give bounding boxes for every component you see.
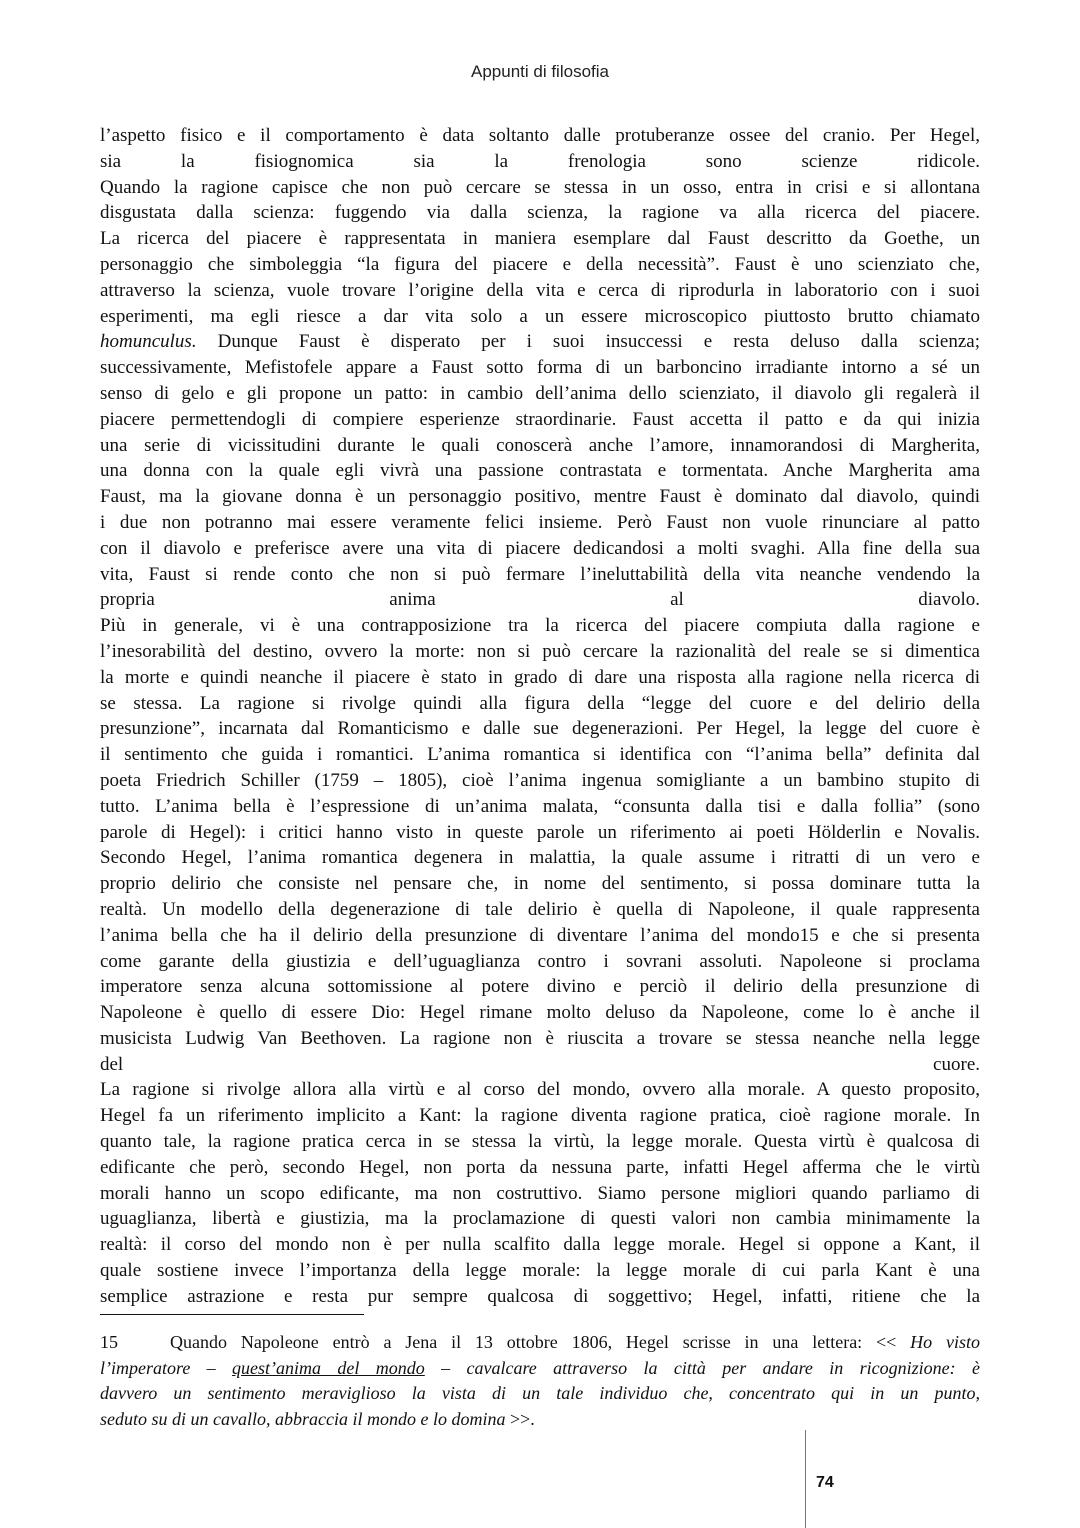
footnote-quote: seduto su di un cavallo, abbraccia il mondo e lo domina <box>100 1408 506 1429</box>
text-line: presunzione”, incarnata dal Romanticismo e dalle sue degenerazioni. Per Hegel, la legge del cuore è <box>100 718 980 740</box>
text-line: l’inesorabilità del destino, ovvero la morte: non si può cercare la razionalità del reale se si dimentica <box>100 640 980 662</box>
text-line: uguaglianza, libertà e giustizia, ma la proclamazione di questi valori non cambia minimamente la <box>100 1208 980 1230</box>
text-line: disgustata dalla scienza: fuggendo via dalla scienza, la ragione va alla ricerca del piacere. <box>100 202 980 224</box>
text-line: quale sostiene invece l’importanza della legge morale: la legge morale di cui parla Kant è una <box>100 1260 980 1282</box>
text-line: musicista Ludwig Van Beethoven. La ragione non è riuscita a trovare se stessa neanche nella legge <box>100 1027 980 1049</box>
text-line: vita, Faust si rende conto che non si può fermare l’ineluttabilità della vita neanche vendendo la <box>100 563 980 585</box>
text-line: con il diavolo e preferisce avere una vita di piacere dedicandosi a molti svaghi. Alla fine della sua <box>100 537 980 559</box>
page-number-divider <box>805 1430 806 1528</box>
text-line-rest: Dunque Faust è disperato per i suoi insuccessi e resta deluso dalla scienza; <box>196 331 980 353</box>
footnote-quote: Ho visto <box>896 1332 980 1352</box>
text-line: proprio delirio che consiste nel pensare che, in nome del sentimento, si possa dominare tutta la <box>100 873 980 895</box>
footnote-line <box>100 1407 980 1433</box>
page-number: 74 <box>816 1474 834 1491</box>
text-line: se stessa. La ragione si rivolge quindi alla figura della “legge del cuore e del delirio della <box>100 692 980 714</box>
footnote <box>100 1330 980 1432</box>
text-line: quanto tale, la ragione pratica cerca in se stessa la virtù, la legge morale. Questa virtù è qualcosa di <box>100 1131 980 1153</box>
text-line: l’anima bella che ha il delirio della presunzione di diventare l’anima del mondo15 e che si presenta <box>100 924 980 946</box>
text-line: edificante che però, secondo Hegel, non porta da nessuna parte, infatti Hegel afferma che le virtù <box>100 1156 980 1178</box>
footnote-quote: – cavalcare attraverso la città per andare in ricognizione: è <box>424 1357 980 1378</box>
text-line: Quando la ragione capisce che non può cercare se stessa in un osso, entra in crisi e si allontana <box>100 176 980 198</box>
text-line: Più in generale, vi è una contrapposizione tra la ricerca del piacere compiuta dalla ragione e <box>100 615 980 637</box>
footnote-intro: Quando Napoleone entrò a Jena il 13 ottobre 1806, Hegel scrisse in una lettera: << <box>170 1332 897 1352</box>
text-line: La ragione si rivolge allora alla virtù e al corso del mondo, ovvero alla morale. A questo proposito, <box>100 1079 980 1101</box>
footnote-number: 15 <box>100 1332 118 1352</box>
text-line: i due non potranno mai essere veramente felici insieme. Però Faust non vuole rinunciare al patto <box>100 511 980 533</box>
text-line: Secondo Hegel, l’anima romantica degenera in malattia, la quale assume i ritratti di un vero e <box>100 847 980 869</box>
text-line: imperatore senza alcuna sottomissione al potere divino e perciò il delirio della presunzione di <box>100 976 980 998</box>
text-line: personaggio che simboleggia “la figura del piacere e della necessità”. Faust è uno scienziato che, <box>100 253 980 275</box>
text-line: realtà. Un modello della degenerazione di tale delirio è quella di Napoleone, il quale rappresenta <box>100 898 980 920</box>
text-line: poeta Friedrich Schiller (1759 – 1805), cioè l’anima ingenua somigliante a un bambino stupito di <box>100 769 980 791</box>
footnote-quote-underlined: quest’anima del mondo <box>232 1357 425 1378</box>
text-line: semplice astrazione e resta pur sempre qualcosa di soggettivo; Hegel, infatti, ritiene che la <box>100 1285 980 1307</box>
text-line: l’aspetto fisico e il comportamento è data soltanto dalle protuberanze ossee del cranio. Per Hegel, <box>100 125 980 146</box>
text-line: successivamente, Mefistofele appare a Faust sotto forma di un barboncino irradiante intorno a sé un <box>100 357 980 379</box>
body-text <box>100 123 980 1335</box>
text-line: senso di gelo e gli propone un patto: in cambio dell’anima dello scienziato, il diavolo gli regalerà il <box>100 382 980 404</box>
text-line: morali hanno un scopo edificante, ma non costruttivo. Siamo persone migliori quando parliamo di <box>100 1182 980 1204</box>
footnote-quote: l’imperatore – <box>100 1357 233 1378</box>
text-line: il sentimento che guida i romantici. L’anima romantica si identifica con “l’anima bella” definita dal <box>100 744 980 766</box>
text-line: tutto. L’anima bella è l’espressione di un’anima malata, “consunta dalla tisi e dalla follia” (sono <box>100 795 980 817</box>
text-line: una donna con la quale egli vivrà una passione contrastata e tormentata. Anche Margherita ama <box>100 460 980 482</box>
text-line: una serie di vicissitudini durante le quali conoscerà anche l’amore, innamorandosi di Margherita, <box>100 434 980 456</box>
footnote-end: >>. <box>505 1408 535 1429</box>
page-header: Appunti di filosofia <box>471 62 609 81</box>
text-line: Hegel fa un riferimento implicito a Kant: la ragione diventa ragione pratica, cioè ragione morale. In <box>100 1105 980 1127</box>
text-line: del cuore. <box>100 1053 980 1075</box>
text-line: parole di Hegel): i critici hanno visto in queste parole un riferimento ai poeti Hölderlin e Novalis. <box>100 821 980 843</box>
text-line: piacere permettendogli di compiere esperienze straordinarie. Faust accetta il patto e da qui inizia <box>100 408 980 430</box>
footnote-line <box>100 1356 980 1382</box>
text-line: Napoleone è quello di essere Dio: Hegel rimane molto deluso da Napoleone, come lo è anche il <box>100 1002 980 1024</box>
footnote-line <box>100 1330 980 1356</box>
text-line: attraverso la scienza, vuole trovare l’origine della vita e cerca di riprodurla in laboratorio con i suoi <box>100 279 980 301</box>
text-line: propria anima al diavolo. <box>100 589 980 611</box>
text-line: come garante della giustizia e dell’uguaglianza contro i sovrani assoluti. Napoleone si proclama <box>100 950 980 972</box>
footnote-divider <box>100 1314 364 1315</box>
homunculus-term: homunculus. <box>100 331 197 353</box>
text-line: sia la fisiognomica sia la frenologia sono scienze ridicole. <box>100 150 980 172</box>
text-line: la morte e quindi neanche il piacere è stato in grado di dare una risposta alla ragione nella ricerca di <box>100 666 980 688</box>
footnote-line: davvero un sentimento meraviglioso la vista di un tale individuo che, concentrato qui in un punto, <box>100 1383 980 1403</box>
text-line: esperimenti, ma egli riesce a dar vita solo a un essere microscopico piuttosto brutto chiamato <box>100 305 980 327</box>
text-line: realtà: il corso del mondo non è per nulla scalfito dalla legge morale. Hegel si oppone a Kant, il <box>100 1234 980 1256</box>
text-line: La ricerca del piacere è rappresentata in maniera esemplare dal Faust descritto da Goethe, un <box>100 228 980 250</box>
text-line: Faust, ma la giovane donna è un personaggio positivo, mentre Faust è dominato dal diavolo, quindi <box>100 486 980 508</box>
text-line-homunculus <box>100 329 980 355</box>
